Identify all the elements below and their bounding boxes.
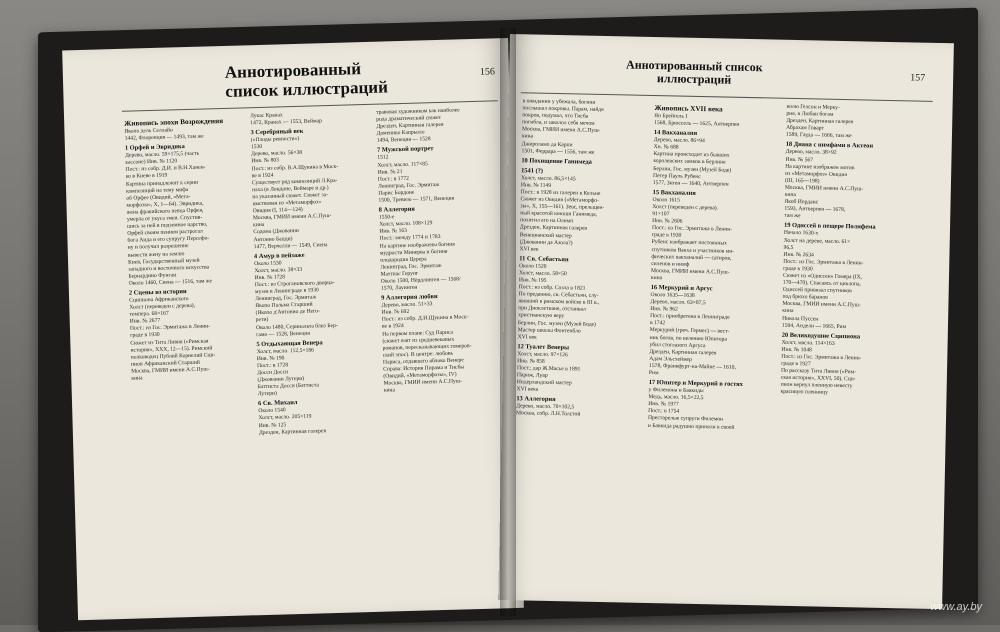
text-line: Пост.: из собр. Д.И.Щукина в Моск- [381,314,469,323]
text-line: Якоб Йорданс [784,198,819,206]
text-line: Дрезден, Картинная галерея [519,224,588,233]
text-line: темпера. 68×167 [129,310,169,318]
text-line: Москва, ГМИИ имени А.С.Пуш- [782,301,861,309]
text-line: Инв. № 962 [650,306,678,313]
text-line: Около 1635—1638 [650,291,695,299]
entry-title: 17 Юпитер и Меркурий в гостях [648,379,743,389]
text-line: полководец Публий Корнелий Сци- [130,352,216,361]
text-line: зы», X, 155—161). Зевс, прельщен- [520,203,605,212]
text-line: Инв. № 2634 [783,251,814,259]
text-line: морфозы», X, 1—64). Эвридика, [126,200,204,209]
text-line: Сюжет из «Одиссеи» Гомера (IX, [782,272,863,281]
text-line: 1568, Брюссель — 1625, Антверпен [654,120,740,128]
text-line: Дерево, масло. 51×33 [381,301,433,309]
text-line: кина [131,375,143,382]
text-line: Москва, ГМИИ имени А.С.Пуш- [131,366,210,375]
text-line: 1530 [250,144,263,151]
text-line: и Бавкида радушно приняли в своей [647,422,735,431]
text-line: 1550-е [378,214,395,221]
text-line: Сюжет из Тита Ливия («Римская [130,338,209,347]
text-line: 1570, Лауинген [380,284,418,292]
text-line: Дерево, масло. 56×38 [251,150,303,158]
text-line: Бернардино Фунгаи [128,272,177,280]
text-line: погибла, и заколол себя мечом [522,119,595,128]
text-line: Картина происходит из бывших [653,151,730,159]
text-line: имствован из «Метаморфоз» [252,199,322,208]
text-line: ник богов, по велению Юпитера [649,334,727,343]
text-line: бога Аида и его супругу Персефо- [127,235,210,245]
entry-title: 14 Вакханалия [653,129,698,138]
text-line: красивую пленницу [780,389,828,397]
text-line: Москва, ГМИИ имени А.С.Пуш- [521,126,601,135]
text-line: 170—470). Спасаясь от циклопа, [782,279,861,288]
text-line: Холст, масло. 97×126 [517,351,568,359]
entry-title: 18 Диана с нимфами в Актеон [785,141,874,151]
text-column [124,113,249,382]
text-line: Холст, масло. 112,5×186 [256,347,315,355]
text-line: граде в 1930 [130,332,160,340]
text-line: Пост.: в 1754 [648,408,680,416]
entry-title: 1 Орфей и Эвридика [124,143,185,152]
text-line: силенов и нимф [651,260,690,268]
text-line: Содома (Джованни [253,228,299,236]
text-line: Парис Бордоне [378,189,415,197]
text-line: 1472, Кранах — 1553, Веймар [250,118,322,127]
text-column [250,110,377,437]
text-line: Баттиста Досси (Баттиста [257,382,319,391]
text-line: кина [782,308,794,315]
page-title: Аннотированный список иллюстраций [625,57,763,87]
text-line: Москва, ГМИИ имени А.С.Пуш- [651,267,730,276]
text-line: рети) [255,317,269,324]
text-line: Сципиона Африканского [129,295,189,304]
text-line: Холст (переведен с дерева), [129,302,196,311]
entry-title: 4 Амур в пейзаже [253,251,305,260]
text-line: 1578, Франкфурт-на-Майне — 1610, [649,362,736,371]
watermark: www.ay.by [930,601,982,613]
text-line: плодородия Церера [380,256,427,264]
text-line: Одиссей привязал спутников [782,286,852,295]
text-line: Петер Пауль Рубенс [653,172,701,180]
text-line: христианскую веру [518,312,565,320]
text-line: романов, пересказывающих гомеров- [382,342,472,352]
text-line: Берлин, Гос. музеи (Музей Боде) [653,165,732,174]
text-line: Холст, масло. 58×50 [518,270,567,278]
text-line: Инв. № 195 [518,277,547,284]
text-line: Орфей своим пением растрогал [127,228,203,237]
text-line: Венецианский мастер [519,231,572,239]
text-line: Маттиас Герунг [380,270,419,278]
text-line: Инв. № 2677 [129,318,161,325]
text-line: Дерево, масло. 86×94 [653,137,705,145]
text-line: Сюжет из Овидия («Метаморфо- [520,196,600,204]
text-line: покров, подумал, что Тисба [522,112,589,120]
text-line: пион вернул пленную невесту [780,382,853,390]
text-line: мудрости Минерва и богиня [379,248,448,257]
text-line: живший в римском войске в III в., [518,298,600,307]
text-line: послышал покровы. Парам, найдя [522,105,604,114]
text-line: Пост.: из Строгановского дворца- [254,279,335,289]
text-line: Пост.: из Гос. Эрмитажа в Ленин- [783,258,864,267]
text-line: 96,5 [783,244,794,251]
text-line: Москва, ГМИИ имени А.С.Пуш- [252,213,332,222]
entry-title: 19 Одиссей в пещере Полифема [783,222,876,232]
text-line: Холст на дереве, масло. 61× [783,237,851,245]
entry-title: 7 Мужской портрет [376,145,434,155]
text-line: Инв. № 125 [258,421,287,429]
text-line: Медь, масло. 16,5×22,5 [648,394,704,402]
left-page [62,38,524,620]
text-line: Москва, собр. Л.Н.Толстой [515,410,581,419]
text-line: (сюжет взят из средневековых [382,336,455,345]
text-line: Пост.: в 1728 [256,362,289,370]
text-line: Дрезден, Картинная галерея [649,348,717,357]
text-line: музея в Ленинграде в 1930 [254,287,319,296]
text-line: Москва, ГМИИ имени А.С.Пуш- [784,184,864,193]
text-line: кина [383,387,396,394]
text-line: Доменико Капрьоло [376,129,425,137]
text-line: 1500, Тревизо — 1571, Венеция [378,195,455,204]
text-line: Около 1480, Серинальта близ Бер- [255,322,338,331]
text-line: Инв. № 163 [379,228,408,235]
text-line: убил стоглазого Аргуса [649,341,706,349]
right-page [498,34,954,609]
text-line: Пост.: в 1772 [377,175,410,183]
text-line: 1494, Венеция — 1528 [376,136,431,145]
text-line: Около 1500, Нёрдлинген — 1568/ [380,276,461,285]
text-line: Пост.: из Гос. Эрмитажа в Ленин- [129,323,211,333]
text-line: под брюхо баранов [782,294,828,301]
text-line: гамо — 1528, Венеция [256,330,311,338]
text-line: Холст (переведен с дерева). [652,203,719,212]
text-line: при Диоклетиане, отстаивал [518,305,586,313]
text-line: 1577, Зиген — 1640, Антверпен [652,179,729,188]
text-line: («Плоды ревности») [250,136,300,144]
text-line: травовая художником как наиболее [375,107,460,116]
text-line: ская история», XXVI, 50), Сци- [780,374,856,383]
page-number: 156 [479,66,496,78]
text-line: рия, в Любви богам [786,110,834,118]
text-line: Лутери) [257,390,277,398]
text-line: Мастер школы Фонтенбло [517,326,581,335]
text-line: Инв. № 567 [785,156,814,163]
text-line: Лукас Кранах [250,112,283,120]
text-line: Пост.: из собр. В.А.Щукина в Моск- [251,163,339,172]
text-line: (Джованни да Азола?) [519,238,573,246]
text-line: На картине изображены богиня [379,241,455,250]
text-line: Холст, масло. 38×33 [254,266,303,274]
text-line: умерла от укуса змеи. Спустив- [126,214,203,223]
text-line: композиций на тему мифа [126,186,189,195]
text-line: Инв. № 21 [377,168,403,176]
text-line: Престарелые супруги Филемон [647,415,724,424]
text-line: Ленинград, Гос. Эрмитаж [255,294,317,303]
text-line: На первом плане: Суд Париса [382,329,454,338]
page-title: Аннотированный список иллюстраций [224,59,389,101]
entry-title: 12 Туалет Венеры [517,343,570,352]
text-line: ко в Киеве в 1919 [125,173,168,181]
text-line: Меркурий (греч. Гермес) — вест- [649,327,730,336]
text-line: Москва, ГМИИ имени А.С.Пуш- [383,378,463,387]
text-line: история», XXX, 12—15). Римский [130,345,213,354]
text-line: Дрезден, Картинная галерея [786,117,854,126]
text-line: рода драматический сюжет [376,114,442,123]
entry-title: 16 Меркурий и Аргус [650,283,713,293]
text-line: Около 1540 [258,407,286,415]
text-column [516,98,645,420]
text-line: Инв. № 2606 [652,218,683,225]
text-line: жена фракийского певца Орфея, [126,207,204,216]
text-line: Инв. № 858 [517,358,545,365]
text-line: Пост.: из собр. Д.Й. и В.Н.Ханен- [125,164,206,174]
text-line: Холст, масло. 108×129 [379,220,433,228]
text-line: (Якопо д'Антонио де Него- [255,308,320,317]
text-line: из «Метаморфоз» Овидия [785,170,848,178]
text-line: Никола Пуссен [782,315,819,323]
text-line: граде в 1927 [781,360,811,368]
text-line: По преданию, св. Себастьян, слу- [518,291,599,300]
text-line: Инв. № 1149 [520,182,552,189]
text-line: Киев, Государственный музей [128,257,200,266]
text-line: Картина принадлежит к серии [125,179,199,188]
text-line: граде в 1930 [783,265,813,273]
text-line: спутников Вакха и участников ми- [651,246,735,255]
entry-title: 10 Похищение Ганимеда [521,157,592,166]
text-line: Дерево, масло. 63×87,5 [650,299,706,307]
text-line: Холст, масло. 205×119 [258,414,312,422]
text-line: Около 1460, Сиена — 1516, там же [128,278,213,287]
entry-title: 1541 (?) [521,167,544,175]
text-line: Дрезден, Картинная галерея [258,427,327,436]
entry-title: 3 Серебряный век [250,127,304,137]
text-line: граде в 1930 [651,232,682,239]
text-line: кассоне) Инв. № 1120 [125,158,178,167]
text-line: там же [784,213,801,220]
text-column [648,101,777,432]
text-line: Антонио Бацци) [253,235,293,243]
text-line: в ожидании у убежала, богини [522,98,596,106]
book-gutter [500,28,516,616]
text-line: наха (в Лондоне, Веймаре и др.) [252,184,329,194]
text-line: Ян Брейгель I [654,113,688,120]
text-line: Рим [648,369,659,377]
section-heading: Живопись XVII века [654,104,723,114]
text-line: Холст, масло. 114×163 [781,339,835,347]
text-column [780,104,912,399]
text-line: Инв. № 1728 [254,274,286,282]
text-line: Справа: История Пирама и Тисбы [383,364,465,373]
text-line: Якопо Пальма Старший [255,301,313,310]
entry-title: 6 Св. Михаил [258,399,298,408]
text-line: (III, 165—198) [784,177,820,185]
text-line: 1593, Антверпен — 1678, [784,206,846,214]
text-line: кина [650,274,663,282]
entry-title: 2 Сцены из истории [128,288,187,297]
entry-title: 9 Аллегория любви [381,293,438,302]
text-line: 1442, Флоренция — 1493, там же [124,133,204,142]
text-line: у Филемона и Бавкиды [648,387,704,395]
text-line: на указанный сюжет. Сюжет за- [252,192,329,201]
text-line: Дерево, масло. 70×102,5 [516,403,575,411]
text-line: По рассказу Тита Ливия («Рим- [780,367,857,376]
text-line: Ленинград, Гос. Эрмитаж [378,181,440,190]
text-line: Пост.: между 1774 и 1783 [379,234,441,243]
text-line: Пост.: в 1928 из галереи в Кельне [520,189,601,197]
entry-title: 15 Вакханалия [652,188,696,197]
text-line: кина [253,222,265,229]
text-line: Овидия (I, 114—124) [252,206,303,215]
entry-title: 5 Отдыхающая Венера [256,339,323,348]
text-line: кина [521,133,534,140]
entry-title: 20 Великодушие Сципиона [781,331,861,341]
text-line: 1501, Феррара — 1556, там же [521,147,595,156]
text-line: Пост.: приобретена в Ленинграде [650,313,730,321]
text-line: Около 1520 [519,263,547,270]
text-line: 1477, Верчелли — 1549, Сиена [253,241,328,250]
text-line: Ленинград, Гос. Эрмитаж [380,262,442,271]
text-line: На картине изображен мотив [785,163,855,171]
text-line: волю Гелсон и Мерку- [786,103,840,111]
text-line: Якопо дель Селлайо [124,127,173,135]
text-line: шись за ней в подземное царство, [127,221,208,230]
text-line: (Джованни Лутери) [257,375,305,384]
text-line: Инв. № 692 [381,309,410,316]
text-line: Пост.: дар Ж.Масье в 1891 [516,365,581,373]
text-line: Дерево, масло. 59×175,5 (часть [125,150,200,159]
text-line: ный красотой юноши Ганимеда, [520,210,598,219]
text-line: 1512 [377,154,389,162]
text-line: Инв. № 803 [251,157,280,165]
text-line: Адам Эльсхеймер [649,355,692,363]
entry-title: 11 Св. Себастьян [519,255,569,264]
text-line: Нидерландский мастер [516,379,572,387]
text-line: Инв. № 190 [256,355,285,362]
text-line: Берлин, Гос. музеи (Музей Боде) [517,319,597,328]
text-line: Пост.: из Гос. Эрмитажа в Ленин- [651,225,733,233]
section-heading: Живопись эпохи Возрождения [124,116,224,128]
text-line: Париса, отдавшего яблоко Венере [382,357,464,366]
entry-title: 13 Аллегория [516,395,556,404]
text-line: Около 1530 [254,260,282,267]
text-column [376,106,502,395]
text-line: Джироламо да Карпи [521,140,573,148]
text-line: (Овидий, «Метаморфозы», IV) [383,371,457,380]
text-line: Инв. № 1048 [781,346,812,354]
text-line: Начало 1630-х [783,230,819,237]
text-line: 91×107 [652,211,670,218]
text-line: Около 1615 [652,196,680,204]
text-line: Пост.: из собр. Созла в 1821 [518,284,586,292]
text-line: XVI век [517,333,537,341]
text-line: Абрахам Говарт [786,125,824,132]
text-line: Дерево, масло. 38×92 [785,149,837,157]
entry-title: 8 Аллегория [378,205,415,214]
text-line: Хн. № 688 [653,144,679,151]
text-line: Досси Досси [257,369,289,377]
text-line: об Орфее (Овидий, «Мета- [126,193,191,202]
text-line: Холст, масло. 117×85 [377,160,428,169]
text-line: 1594, Андели — 1665, Рим [781,322,847,330]
text-line: Холст, масло. 86,5×145 [520,175,576,183]
text-line: похитил его на Олимп [520,217,574,225]
text-line: Пост.: из Гос. Эрмитажа в Ленин- [781,353,862,362]
text-line: вывести жену на землю [127,250,185,259]
text-line: кина [784,191,796,199]
text-line: в 1742 [649,320,666,327]
text-line: ну и получил разрешение [127,243,189,252]
text-line: ский эпос). В центре: любовь [382,350,454,359]
text-line: ве в 1924 [381,323,404,331]
text-line: западного и восточного искусства [128,264,210,273]
text-line: королевских замков в Берлине [653,158,726,167]
text-line: ве в 1924 [251,172,274,179]
text-line: Рубенс изображает постоянных [651,239,728,247]
text-line: Дрезден, Картинная галерея [376,122,444,130]
text-line: Париж, Лувр [516,372,548,379]
text-line: XVI век [519,245,539,253]
text-line: Инв. № 1977 [648,401,679,408]
text-line: XVI века [516,386,539,393]
text-line: Существует ряд композиций Л.Кра- [251,177,338,186]
text-line: 1589, Гауда — 1666, там же [785,132,852,140]
page-number: 157 [910,72,926,84]
text-line: фических вакханалий — сатиров, [651,253,732,262]
text-line: пион Африканский Старший [130,359,200,368]
